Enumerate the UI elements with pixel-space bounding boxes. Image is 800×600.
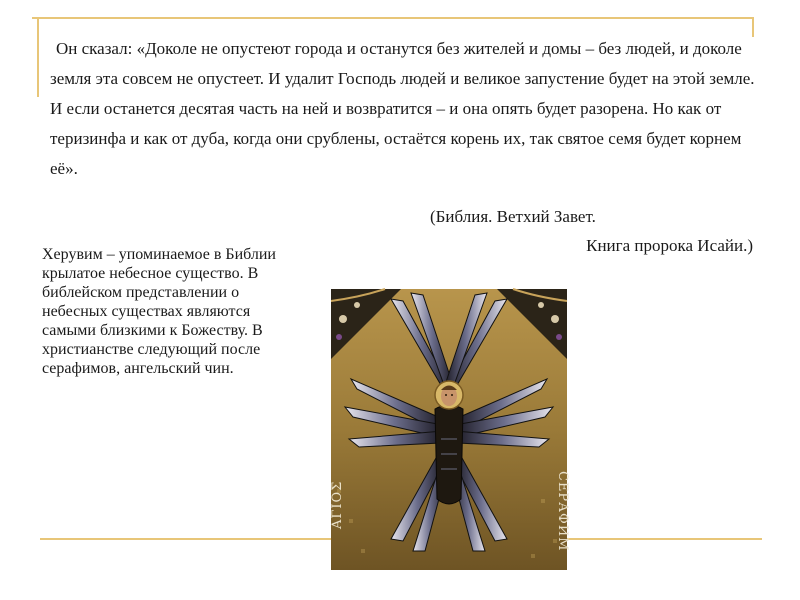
quote-source-line-2: Книга пророка Исайи.) [586, 236, 753, 255]
quote-source-line-1: (Библия. Ветхий Завет. [430, 207, 596, 226]
bible-quote: Он сказал: «Доколе не опустеют города и останутся без жителей и домы – без людей, и доколе земля эта совсем не опустеет. И удалит Господь людей и великое запустение будет на этой земле. И если останется десятая часть на ней и возвратится – и она опять будет разорена. Но как от теризинфа и как от дуба, когда они срублены, остаётся корень их, так святое семя будет корнем её». [50, 39, 755, 178]
image-caption-left: ΑΓΙΟΣ [330, 480, 345, 529]
left-border-line [37, 17, 39, 97]
seraph-mosaic-image [330, 289, 570, 570]
top-border-line [32, 17, 754, 19]
image-caption-right: СЕРАФИМ [555, 471, 570, 552]
cherub-definition: Херувим – упоминаемое в Библии крылатое небесное существо. В библейском представлении о небесных существах являются самыми близкими к Божеству. В христианстве следующий после серафимов, ангельский чин. [42, 246, 276, 377]
